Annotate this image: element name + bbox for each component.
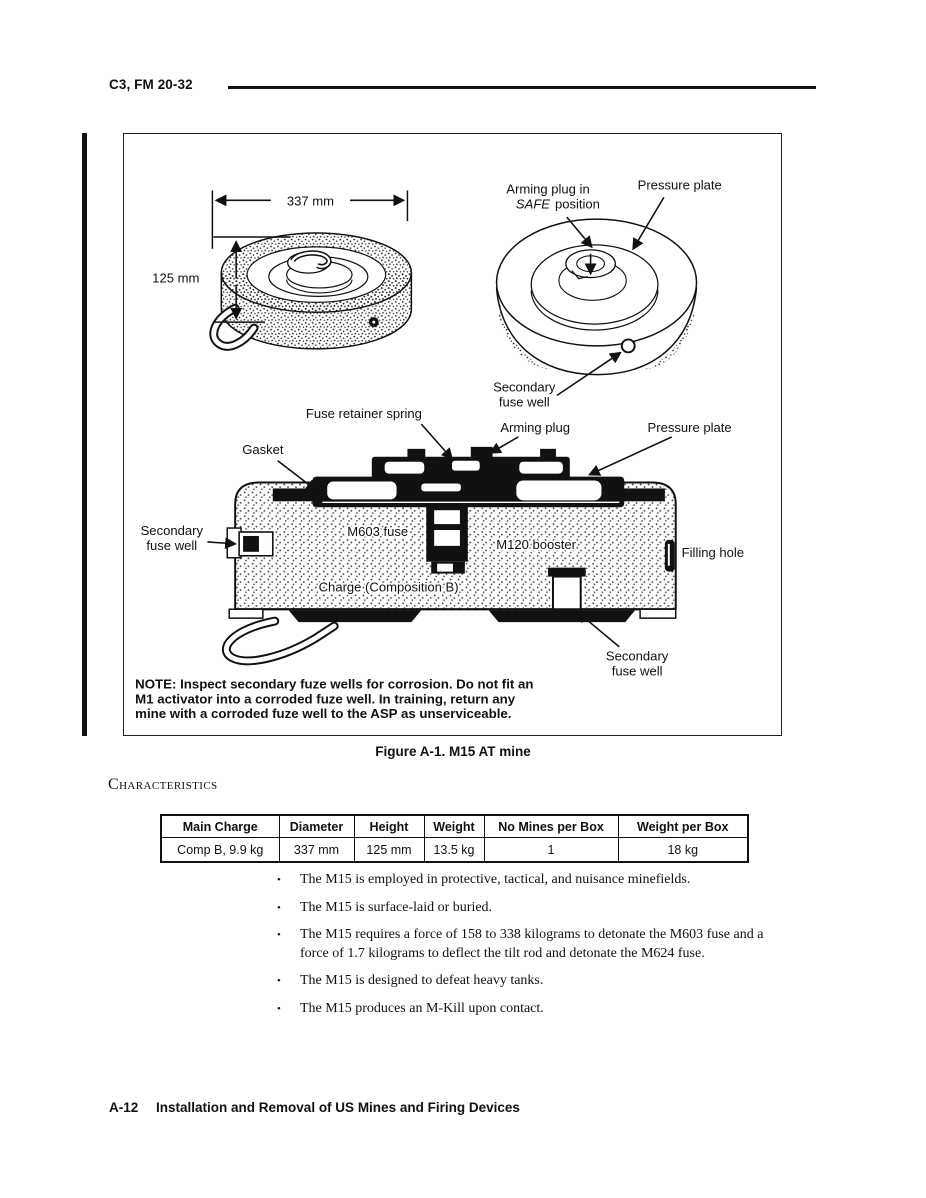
note-line-3: mine with a corroded fuze well to the ASP as unserviceable. — [135, 706, 512, 722]
col-main-charge: Main Charge — [161, 815, 279, 838]
note-line-1: NOTE: Inspect secondary fuze wells for corrosion. Do not fit an — [135, 676, 534, 692]
page-header: C3, FM 20-32 — [109, 77, 193, 92]
table-row — [161, 838, 748, 863]
col-diameter: Diameter — [279, 815, 354, 838]
section-foot-left — [289, 610, 422, 622]
label-arming-plug-safe-word: SAFE — [515, 196, 551, 212]
page-footer — [109, 1100, 520, 1115]
list-item — [277, 871, 792, 890]
cell-height: 125 mm — [354, 838, 424, 863]
arrow-pressure-plate-section — [590, 437, 672, 475]
section-flange-right — [640, 609, 676, 618]
dim-width-label: 337 mm — [286, 193, 334, 209]
col-mines-per-box: No Mines per Box — [484, 815, 618, 838]
label-fuse-retainer-spring: Fuse retainer spring — [305, 406, 422, 422]
characteristics-table — [160, 814, 749, 863]
section-foot-right — [489, 610, 636, 622]
section-secondary-left-core — [243, 536, 259, 552]
label-m120-booster: M120 booster — [496, 536, 577, 552]
label-charge: Charge (Composition B) — [318, 579, 459, 595]
cell-weight: 13.5 kg — [424, 838, 484, 863]
label-arming-plug-safe-2: position — [554, 196, 600, 212]
mech-arm-right — [617, 488, 665, 501]
characteristics-heading: Characteristics — [108, 776, 218, 793]
label-pressure-plate-top: Pressure plate — [637, 177, 722, 193]
mech-upper-cutout-2 — [452, 461, 480, 471]
list-item — [277, 1000, 792, 1019]
footer-title: Installation and Removal of US Mines and Firing Devices — [156, 1100, 520, 1115]
label-arming-plug-safe-1: Arming plug in — [506, 181, 590, 197]
bullet-text: The M15 is designed to defeat heavy tanks. — [300, 973, 544, 989]
mech-tab-2 — [471, 447, 493, 459]
bullet-icon: • — [277, 929, 281, 942]
bullet-icon: • — [277, 1002, 281, 1015]
bullet-text: The M15 requires a force of 158 to 338 kilograms to detonate the M603 fuse and a force of 1.7 kilograms to deflect the tilt rod and detonate the M624 fuse. — [300, 927, 764, 961]
mine-cross-section — [141, 406, 744, 678]
cell-main-charge: Comp B, 9.9 kg — [161, 838, 279, 863]
mech-cutout-3 — [516, 481, 601, 501]
dim-height-label: 125 mm — [152, 270, 200, 286]
label-m603-fuse: M603 fuse — [347, 523, 409, 539]
arrow-arming-plug-section — [491, 437, 519, 453]
label-filling-hole: Filling hole — [681, 544, 745, 560]
characteristics-bullets — [277, 871, 792, 1028]
change-bar — [82, 133, 87, 736]
bullet-text: The M15 is employed in protective, tactical, and nuisance minefields. — [300, 872, 691, 887]
mech-column-window-2 — [434, 530, 460, 546]
label-secondary-left-1: Secondary — [140, 522, 203, 538]
footer-page-number: A-12 — [109, 1100, 139, 1115]
mech-column-window-1 — [434, 510, 460, 524]
mech-upper-cutout-3 — [519, 462, 563, 474]
label-gasket: Gasket — [242, 441, 284, 457]
figure-note — [135, 676, 533, 721]
label-secondary-top-1: Secondary — [493, 379, 556, 395]
figure-caption: Figure A-1. M15 AT mine — [375, 744, 531, 759]
cell-mines-per-box: 1 — [484, 838, 618, 863]
cell-weight-per-box: 18 kg — [618, 838, 748, 863]
col-weight-per-box: Weight per Box — [618, 815, 748, 838]
mine-top-view — [493, 177, 722, 409]
note-line-2: M1 activator into a corroded fuze well. In training, return any — [135, 691, 516, 707]
mech-tab-3 — [540, 449, 556, 459]
arrow-fuse-retainer-spring — [421, 424, 452, 459]
bullet-icon: • — [277, 975, 281, 988]
cell-diameter: 337 mm — [279, 838, 354, 863]
list-item — [277, 972, 792, 991]
table-header-row — [161, 815, 748, 838]
label-secondary-bottom-2: fuse well — [611, 663, 663, 679]
figure-a1-drawing — [124, 134, 778, 732]
header-rule — [228, 86, 816, 89]
bullet-icon: • — [277, 901, 281, 914]
section-secondary-bottom-cavity — [553, 577, 581, 610]
col-weight: Weight — [424, 815, 484, 838]
bullet-text: The M15 produces an M-Kill upon contact. — [300, 1000, 544, 1016]
bullet-icon: • — [277, 874, 281, 886]
mine2-secondary-fuse-well — [622, 339, 635, 352]
bullet-text: The M15 is surface-laid or buried. — [300, 899, 493, 915]
figure-frame — [123, 133, 782, 736]
label-secondary-top-2: fuse well — [498, 394, 550, 410]
label-secondary-left-2: fuse well — [146, 537, 198, 553]
col-height: Height — [354, 815, 424, 838]
mech-tab-1 — [407, 449, 425, 459]
side-plug-dot-center — [372, 321, 375, 324]
mech-upper-cutout-1 — [385, 462, 425, 474]
label-arming-plug-section: Arming plug — [500, 420, 570, 436]
label-pressure-plate-section: Pressure plate — [647, 420, 732, 436]
mech-cutout-2 — [421, 483, 461, 491]
section-flange-left — [229, 609, 263, 618]
mech-booster-window — [437, 564, 453, 572]
section-secondary-bottom-collar — [548, 568, 586, 577]
list-item — [277, 926, 792, 963]
list-item — [277, 899, 792, 918]
label-secondary-bottom-1: Secondary — [605, 648, 669, 664]
mine-perspective-view — [152, 190, 411, 348]
mech-cutout-1 — [327, 482, 396, 500]
